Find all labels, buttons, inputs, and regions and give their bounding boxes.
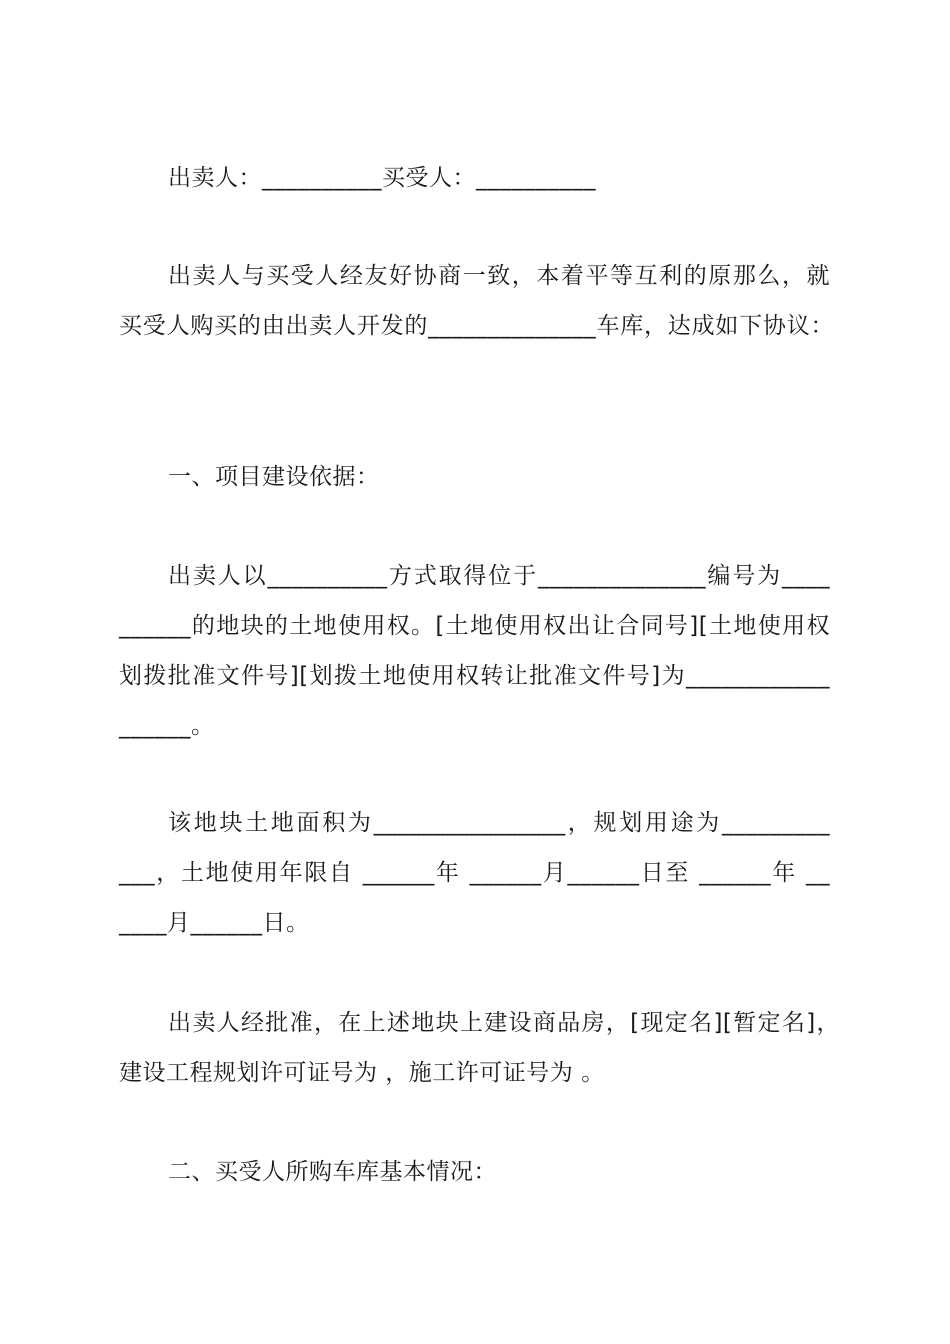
intro-line-1: 出卖人与买受人经友好协商一致，本着平等互利的原那么，就: [168, 263, 830, 289]
intro-line-2: 买受人购买的由出卖人开发的______________车库，达成如下协议：: [119, 313, 834, 339]
para1-line-4: ______。: [119, 713, 215, 739]
para2-line-3: ____月______日。: [119, 910, 310, 936]
para2-line-2: ___，土地使用年限自 ______年 ______月______日至 ______年 __: [119, 860, 830, 886]
para1-line-1: 出卖人以__________方式取得位于______________编号为____: [168, 563, 830, 589]
section-1-heading: 一、项目建设依据：: [168, 464, 380, 490]
para2-line-1: 该地块土地面积为________________，规划用途为_________: [168, 810, 830, 836]
para3-line-1: 出卖人经批准，在上述地块上建设商品房，[现定名][暂定名]，: [168, 1010, 840, 1036]
para3-line-2: 建设工程规划许可证号为 ，施工许可证号为 。: [119, 1060, 605, 1086]
parties-line: 出卖人：__________买受人：__________: [168, 165, 596, 191]
section-2-heading: 二、买受人所购车库基本情况：: [168, 1159, 497, 1185]
para1-line-3: 划拨批准文件号][划拨土地使用权转让批准文件号]为____________: [119, 663, 830, 689]
para1-line-2: ______的地块的土地使用权。[土地使用权出让合同号][土地使用权: [119, 613, 830, 639]
